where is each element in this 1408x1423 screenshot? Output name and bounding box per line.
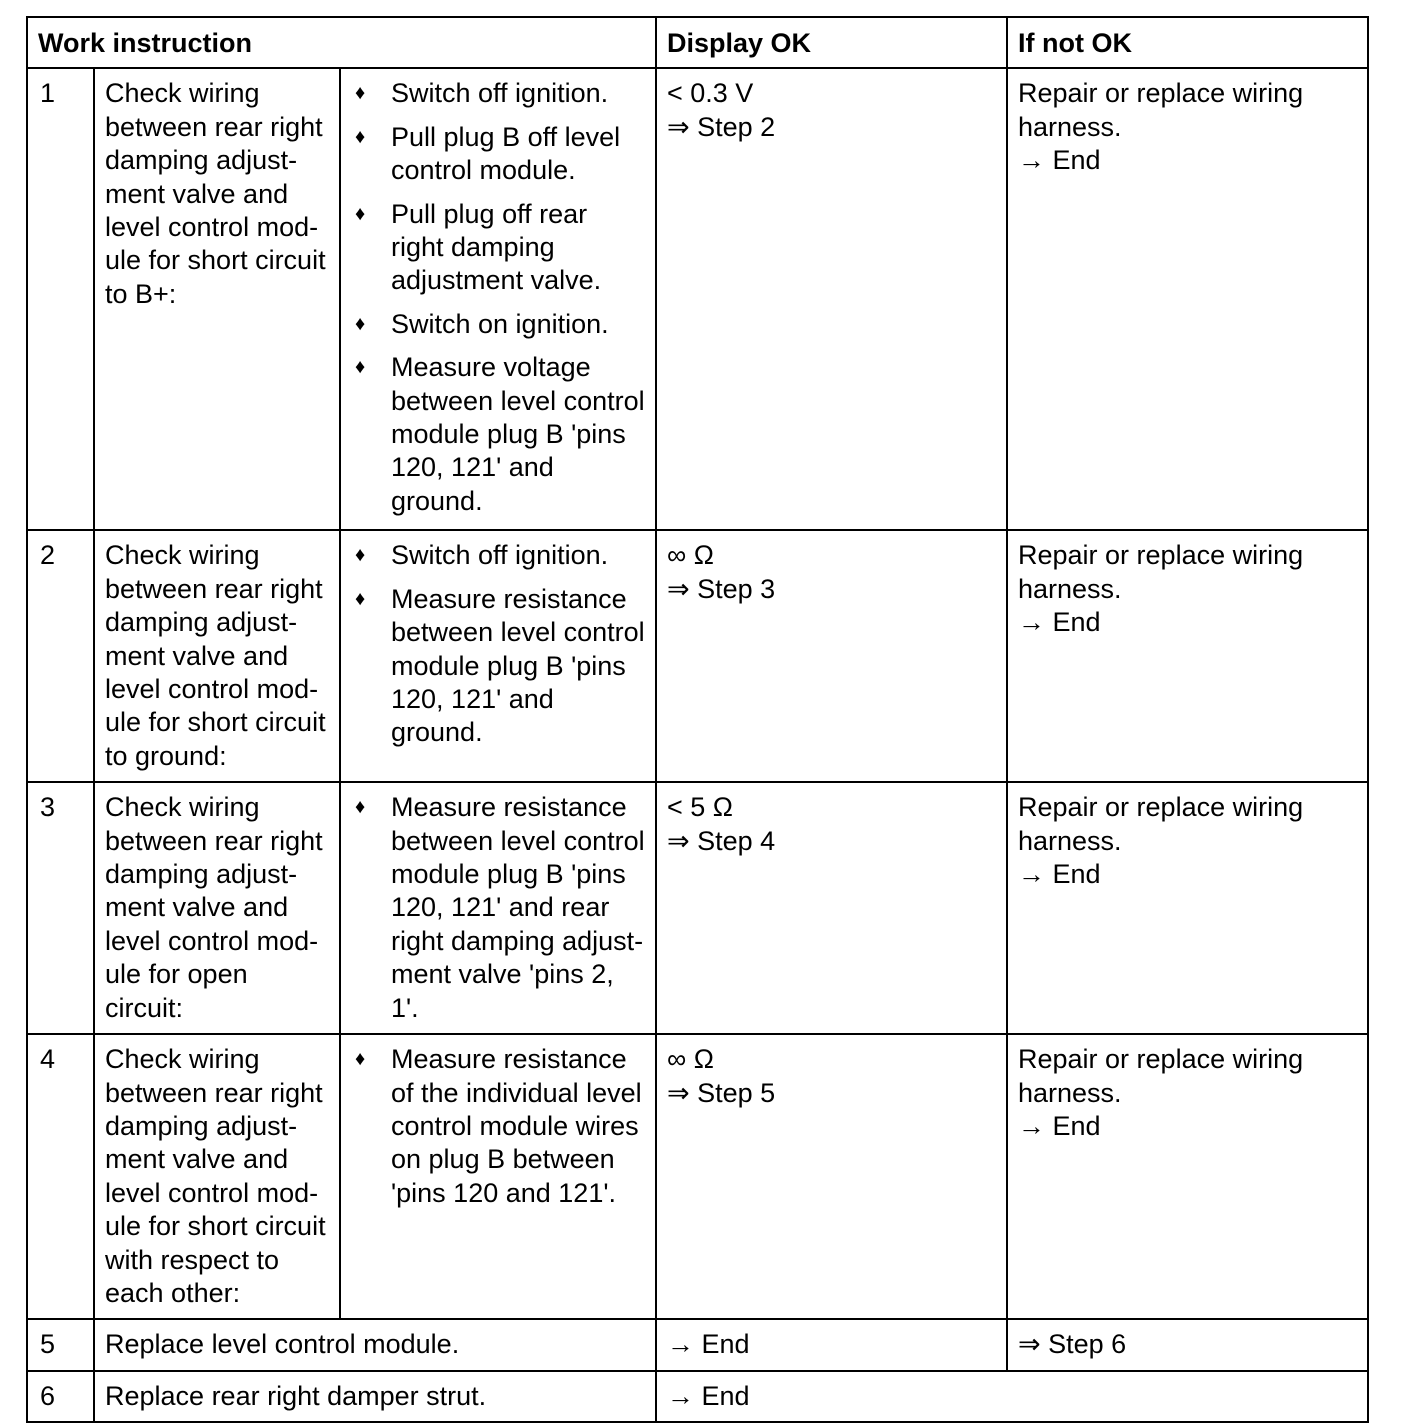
if-not-ok-action: Repair or replace wiring harness. [1018,792,1304,856]
list-item [351,308,645,341]
list-item [351,198,645,298]
bullet-icon: ♦ [355,202,366,225]
step-text: Measure voltage between level control module plug B 'pins 120, 121' and ground. [391,352,645,516]
list-item [351,351,645,518]
if-not-ok-cell [1007,1319,1368,1370]
if-not-ok-next: → End [1018,1110,1101,1141]
check-description: Check wiring between rear right damping adjustment valve and level control module for open circuit: [94,782,340,1034]
display-ok-value: < 5 Ω [667,792,733,823]
step-text: Pull plug B off level control module. [391,121,621,186]
bullet-icon: ♦ [355,544,366,567]
bullet-icon: ♦ [355,796,366,819]
bullet-icon: ♦ [355,356,366,379]
display-ok-value: ∞ Ω [667,540,714,571]
step-number: 1 [27,68,94,530]
list-item [351,77,645,110]
step-text: Pull plug off rear right damping adjustment valve. [391,198,602,296]
list-item [351,583,645,750]
if-not-ok-cell [1007,1034,1368,1319]
check-description: Check wiring between rear right damping adjustment valve and level control module for short circuit with respect to each other: [94,1034,340,1319]
check-description: Check wiring between rear right damping adjustment valve and level control module for short circuit to B+: [94,68,340,530]
if-not-ok-action: Repair or replace wiring harness. [1018,78,1304,142]
instruction-text: Replace level control module. [94,1319,656,1370]
if-not-ok-cell [1007,530,1368,782]
header-display-ok: Display OK [656,17,1007,68]
if-not-ok-next: → End [1018,607,1101,638]
display-ok-cell [656,1319,1007,1370]
display-ok-cell [656,68,1007,530]
instruction-steps [340,68,656,530]
bullet-icon: ♦ [355,1048,366,1071]
display-ok-next: ⇒ Step 5 [667,1077,776,1108]
display-ok-cell [656,1371,1368,1422]
if-not-ok-action: Repair or replace wiring harness. [1018,540,1304,604]
display-ok-cell [656,782,1007,1034]
display-ok-next: ⇒ Step 2 [667,111,776,142]
display-ok-next: ⇒ Step 4 [667,825,776,856]
display-ok-cell [656,1034,1007,1319]
if-not-ok-cell [1007,68,1368,530]
display-ok-next: ⇒ Step 3 [667,573,776,604]
display-ok-value: < 0.3 V [667,78,754,109]
if-not-ok-action: Repair or replace wiring harness. [1018,1044,1304,1108]
display-ok-next: → End [667,1380,750,1411]
step-text: Switch off ignition. [391,78,609,109]
display-ok-next: → End [667,1329,750,1360]
table-row [27,530,1368,782]
step-text: Switch on ignition. [391,308,609,339]
bullet-icon: ♦ [355,82,366,105]
instruction-steps [340,530,656,782]
instruction-text: Replace rear right damper strut. [94,1371,656,1422]
list-item [351,121,645,188]
if-not-ok-next: → End [1018,859,1101,890]
step-number: 5 [27,1319,94,1370]
bullet-icon: ♦ [355,312,366,335]
step-text: Switch off ignition. [391,540,609,571]
list-item [351,791,645,1025]
display-ok-cell [656,530,1007,782]
instruction-steps [340,1034,656,1319]
step-text: Measure resistance of the individual level control module wires on plug B between 'pins 120 and 121'. [391,1044,642,1208]
list-item [351,1043,645,1210]
step-number: 6 [27,1371,94,1422]
step-number: 4 [27,1034,94,1319]
step-number: 3 [27,782,94,1034]
step-number: 2 [27,530,94,782]
work-instruction-table [26,16,1369,1423]
header-if-not-ok: If not OK [1007,17,1368,68]
display-ok-value: ∞ Ω [667,1044,714,1075]
step-text: Measure resistance between level control module plug B 'pins 120, 121' and rear right damping adjustment valve 'pins 2, 1'. [391,792,645,1023]
if-not-ok-next: ⇒ Step 6 [1018,1329,1127,1360]
step-text: Measure resistance between level control module plug B 'pins 120, 121' and ground. [391,583,645,748]
table-row [27,1371,1368,1422]
header-work-instruction: Work instruction [27,17,656,68]
if-not-ok-cell [1007,782,1368,1034]
bullet-icon: ♦ [355,125,366,148]
instruction-steps [340,782,656,1034]
table-row [27,68,1368,530]
header-row [27,17,1368,68]
table-row [27,1319,1368,1370]
bullet-icon: ♦ [355,587,366,610]
table-row [27,1034,1368,1319]
if-not-ok-next: → End [1018,145,1101,176]
table-row [27,782,1368,1034]
list-item [351,539,645,572]
check-description: Check wiring between rear right damping adjustment valve and level control module for short circuit to ground: [94,530,340,782]
